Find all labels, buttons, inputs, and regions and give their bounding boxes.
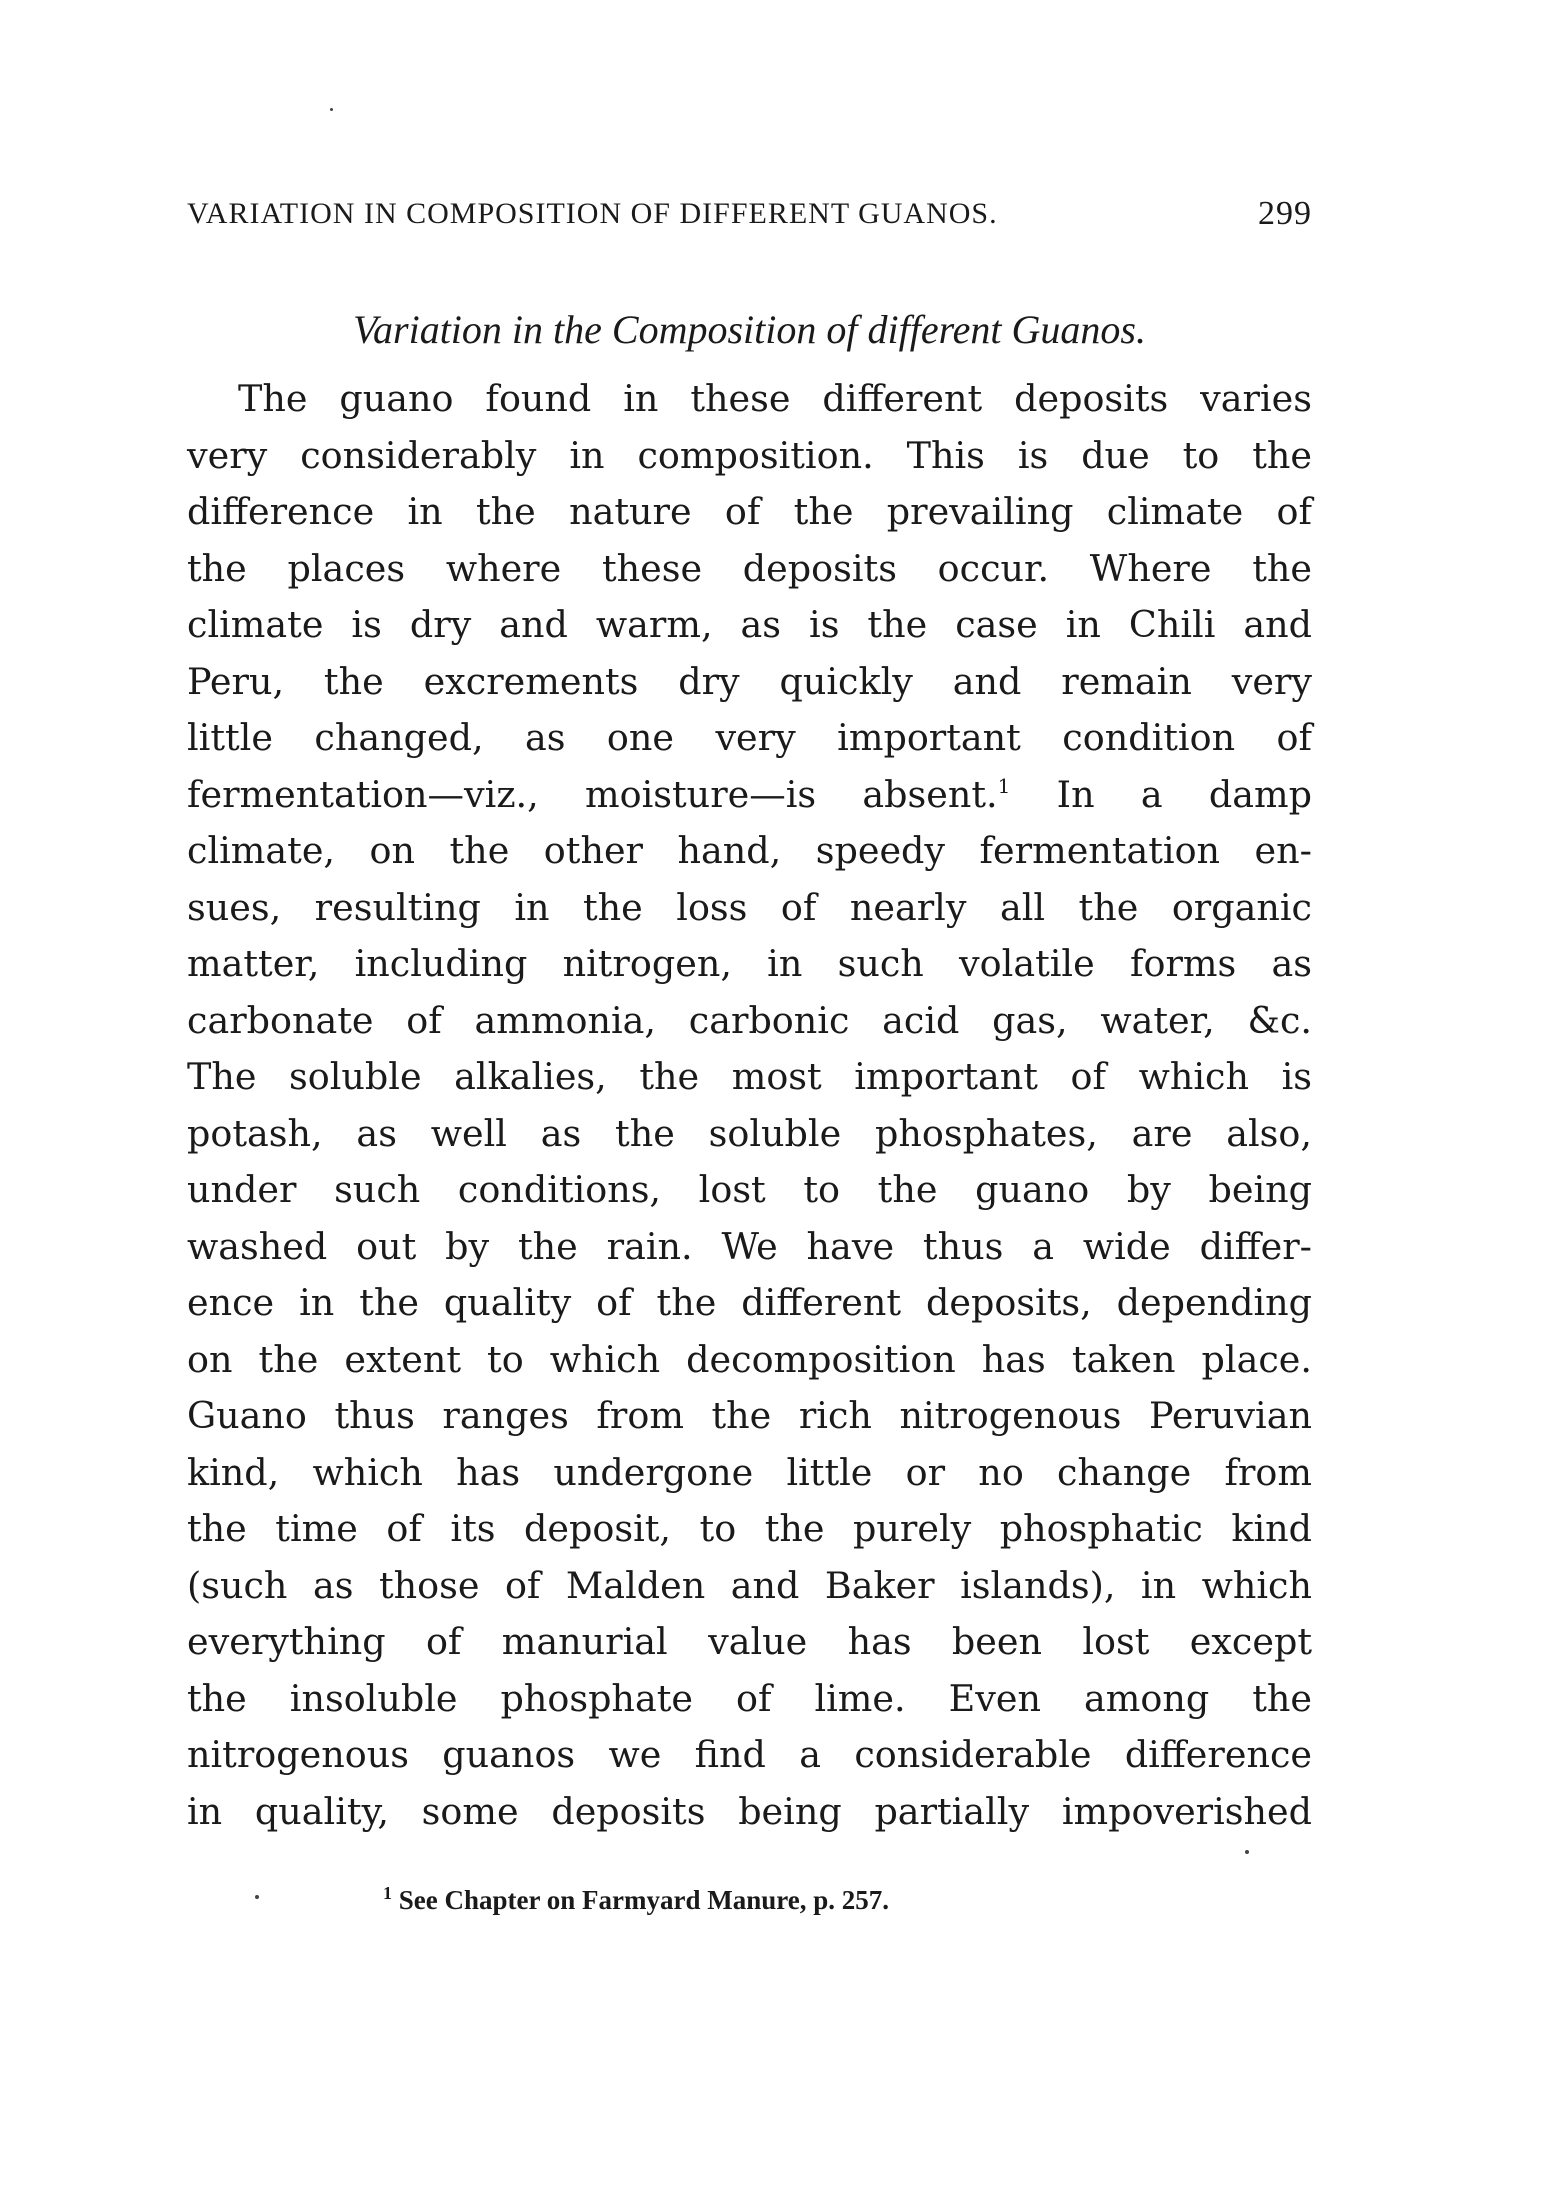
text-line: sues, resulting in the loss of nearly all the organic (187, 885, 1312, 929)
text-line: matter, including nitrogen, in such volatile forms as (187, 942, 1312, 985)
text-line: The soluble alkalies, the most important of which is (187, 1055, 1312, 1098)
text-line: climate is dry and warm, as is the case in Chili and (187, 603, 1312, 646)
text-line: in quality, some deposits being partially impoverished (187, 1789, 1312, 1833)
text-line: the time of its deposit, to the purely phosphatic kind (187, 1507, 1312, 1550)
text-line: on the extent to which decomposition has taken place. (187, 1337, 1312, 1381)
text-line: carbonate of ammonia, carbonic acid gas, water, &c. (187, 998, 1312, 1042)
scan-speck (1245, 1850, 1249, 1854)
text-line: climate, on the other hand, speedy fermentation en- (187, 829, 1312, 872)
text-line: little changed, as one very important condition of (187, 716, 1312, 759)
running-head (187, 190, 1312, 238)
text-line: washed out by the rain. We have thus a wide differ- (187, 1224, 1312, 1268)
running-head-title: VARIATION IN COMPOSITION OF DIFFERENT GUANOS. (187, 197, 998, 230)
text-line: nitrogenous guanos we find a considerable difference (187, 1733, 1312, 1776)
footnote-text: See Chapter on Farmyard Manure, p. 257. (398, 1885, 889, 1915)
text-line: under such conditions, lost to the guano by being (187, 1168, 1312, 1211)
scan-speck (330, 108, 333, 111)
text-line: everything of manurial value has been lost except (187, 1620, 1312, 1663)
text-segment: In a damp (1056, 772, 1312, 816)
text-line: ence in the quality of the different deposits, depending (187, 1281, 1312, 1324)
footnote-marker: 1 (383, 1883, 392, 1903)
scan-speck (255, 1895, 259, 1899)
text-line: very considerably in composition. This is due to the (187, 433, 1312, 477)
text-line: potash, as well as the soluble phosphates, are also, (187, 1111, 1312, 1155)
footnote-reference: 1 (997, 773, 1011, 798)
text-line: Guano thus ranges from the rich nitrogenous Peruvian (187, 1394, 1312, 1437)
text-line: the insoluble phosphate of lime. Even among the (187, 1676, 1312, 1720)
text-line: difference in the nature of the prevailing climate of (187, 490, 1312, 533)
text-line: Peru, the excrements dry quickly and remain very (187, 659, 1312, 703)
text-line: (such as those of Malden and Baker islands), in which (187, 1563, 1312, 1607)
text-segment: fermentation—viz., moisture—is absent. (187, 772, 998, 816)
paragraph (187, 371, 1312, 1840)
text-line-with-footnote (187, 767, 1312, 824)
text-line: kind, which has undergone little or no change from (187, 1450, 1312, 1494)
page-number: 299 (1258, 195, 1312, 232)
section-title: Variation in the Composition of different Guanos. (353, 307, 1146, 352)
footnote (383, 1880, 1283, 1920)
text-line: the places where these deposits occur. Where the (187, 546, 1312, 590)
text-line: The guano found in these different deposits varies (238, 377, 1312, 420)
